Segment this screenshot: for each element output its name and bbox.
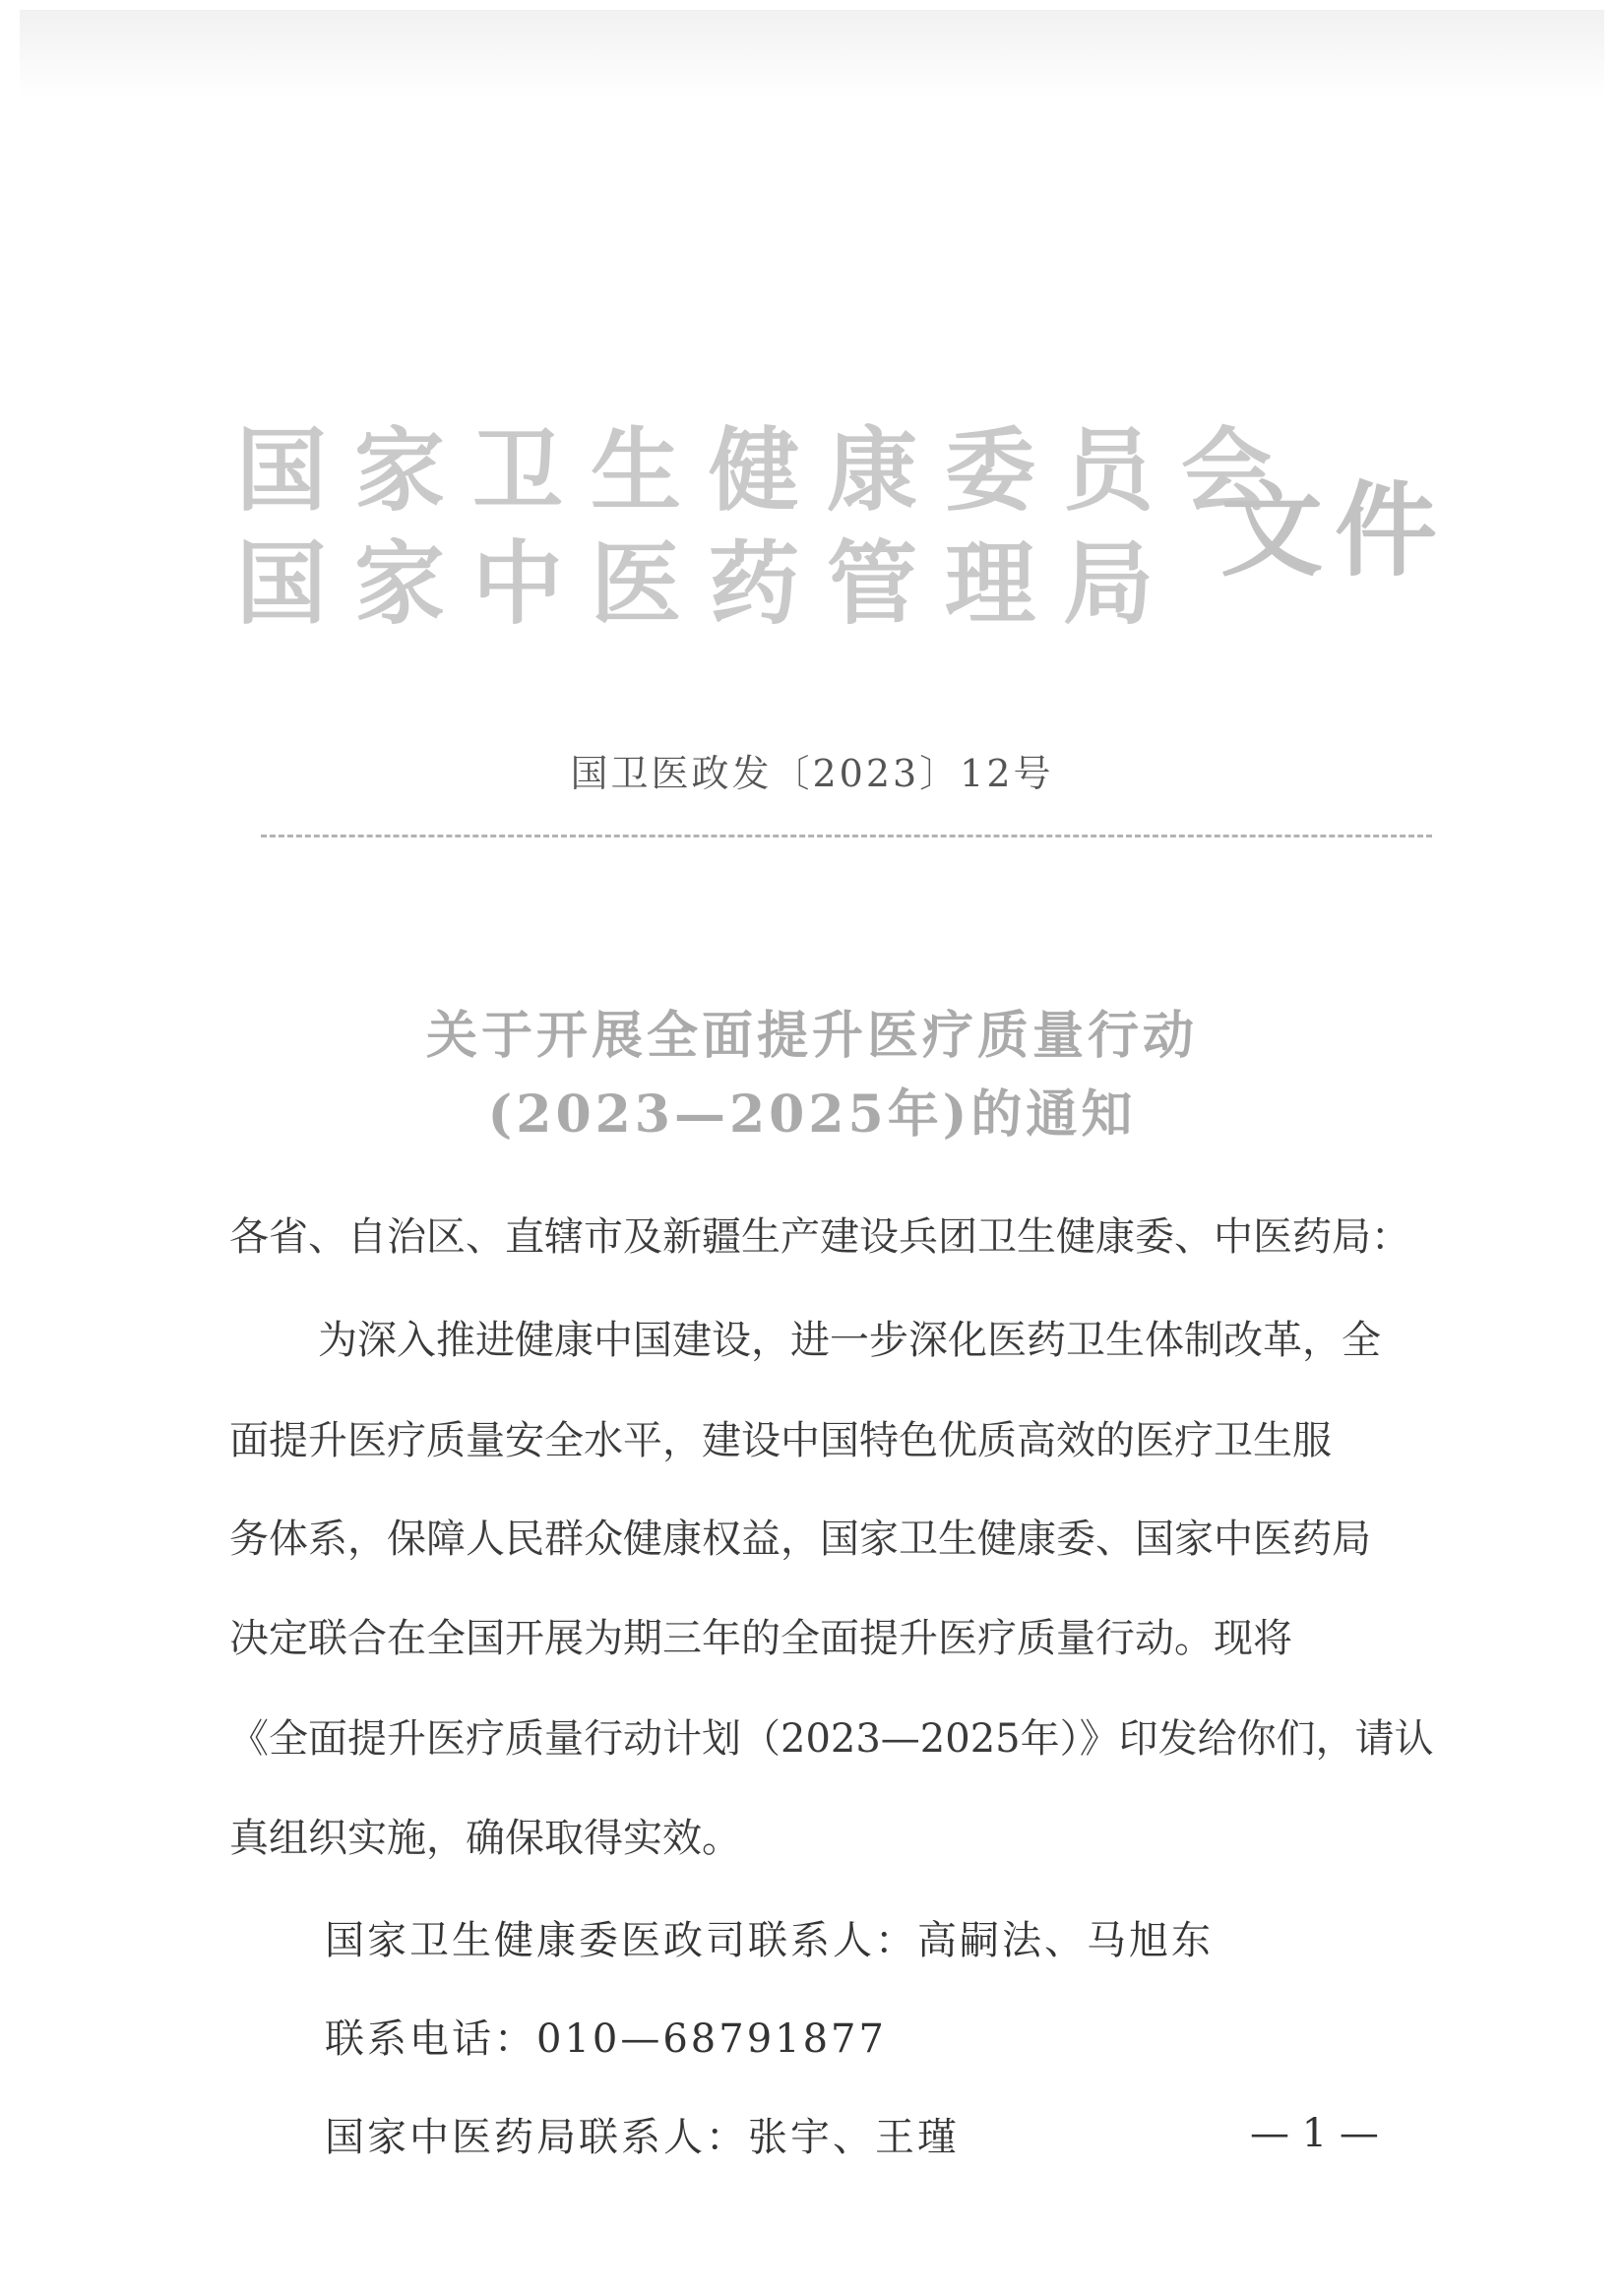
paragraph-line: 《全面提升医疗质量行动计划（2023—2025年）》印发给你们，请认 [229,1716,1434,1762]
paragraph-line: 真组织实施，确保取得实效。 [229,1816,741,1861]
scan-noise [20,10,1604,98]
paragraph-line: 决定联合在全国开展为期三年的全面提升医疗质量行动。现将 [229,1616,1292,1661]
paragraph-line: 为深入推进健康中国建设，进一步深化医药卫生体制改革，全 [318,1318,1381,1363]
document-word: 文件 [1220,469,1450,590]
header-divider [261,835,1432,837]
document-title-line-2: (2023—2025年)的通知 [487,1085,1137,1145]
issuing-org-line-1: 国家卫生健康委员会 [236,417,1300,524]
salutation: 各省、自治区、直辖市及新疆生产建设兵团卫生健康委、中医药局： [229,1214,1410,1260]
page-number: — 1 — [1250,2111,1379,2156]
paragraph-line: 面提升医疗质量安全水平，建设中国特色优质高效的医疗卫生服 [229,1418,1332,1463]
document-number: 国卫医政发〔2023〕12号 [570,752,1054,795]
natcm-contact: 国家中医药局联系人：张宇、王瑾 [325,2115,960,2160]
nhc-contact: 国家卫生健康委医政司联系人：高嗣法、马旭东 [325,1918,1214,1963]
contact-phone: 联系电话：010—68791877 [325,2016,887,2062]
document-title-line-1: 关于开展全面提升医疗质量行动 [425,1006,1198,1066]
issuing-org-line-2: 国家中医药管理局 [236,530,1182,637]
document-header [236,399,1450,637]
paragraph-line: 务体系，保障人民群众健康权益，国家卫生健康委、国家中医药局 [229,1517,1371,1562]
